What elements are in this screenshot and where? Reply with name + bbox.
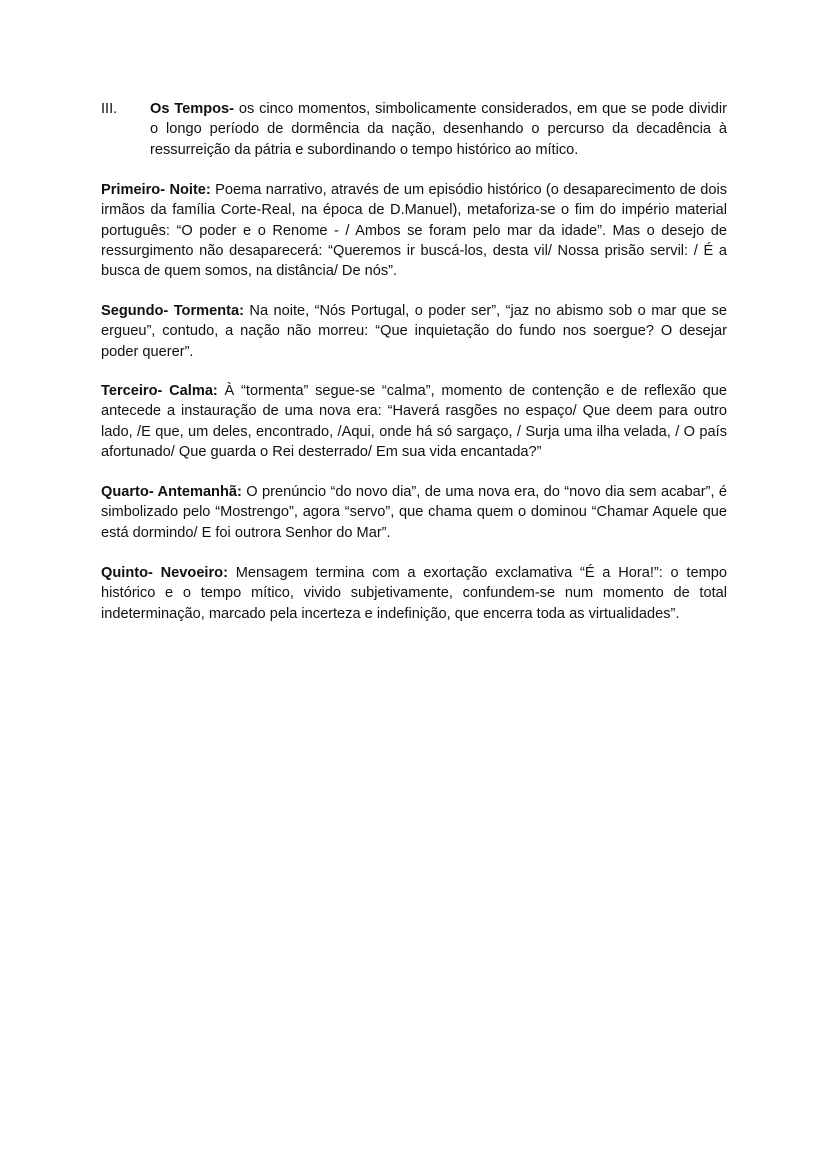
section-text: À “tormenta” segue-se “calma”, momento de contenção e de reflexão que antecede a instauração de uma nova era: “Haverá rasgões no espaço/ Que deem para outro lado, /E que, um deles, encontrado, /Aqui, onde há só sargaço, / Surja uma ilha velada, / O país afortunado/ Que guarda o Rei desterrado/ Em sua vida encantada?”: [101, 383, 727, 460]
section-text: Na noite, “Nós Portugal, o poder ser”, “jaz no abismo sob o mar que se ergueu”, contudo, a nação não morreu: “Que inquietação do fundo nos soergue? O desejar poder querer”.: [101, 303, 727, 360]
section-segundo-tormenta: [101, 301, 727, 362]
section-heading: Quinto- Nevoeiro:: [101, 565, 228, 581]
section-text: Mensagem termina com a exortação exclamativa “É a Hora!”: o tempo histórico e o tempo mítico, vivido subjetivamente, confundem-se num momento de total indeterminação, marcado pela incerteza e indefinição, que encerra toda as virtualidades”.: [101, 565, 727, 622]
intro-text: os cinco momentos, simbolicamente considerados, em que se pode dividir o longo período de dormência da nação, desenhando o percurso da decadência à ressurreição da pátria e subordinando o tempo histórico ao mítico.: [150, 101, 727, 158]
section-heading: Segundo- Tormenta:: [101, 303, 244, 319]
section-heading: Quarto- Antemanhã:: [101, 484, 242, 500]
section-primeiro-noite: [101, 180, 727, 281]
section-heading: Terceiro- Calma:: [101, 383, 218, 399]
intro-paragraph: [150, 99, 727, 160]
roman-numeral: III.: [101, 101, 118, 117]
section-text: O prenúncio “do novo dia”, de uma nova era, do “novo dia sem acabar”, é simbolizado pelo “Mostrengo”, agora “servo”, que chama quem o dominou “Chamar Aquele que está dormindo/ E foi outrora Senhor do Mar”.: [101, 484, 727, 541]
section-quarto-antemanha: [101, 482, 727, 543]
intro-heading: Os Tempos-: [150, 101, 235, 117]
section-text: Poema narrativo, através de um episódio histórico (o desaparecimento de dois irmãos da família Corte-Real, na época de D.Manuel), metaforiza-se o fim do império material português: “O poder e o Renome - / Ambos se foram pelo mar da idade”. Mas o desejo de ressurgimento não desaparecerá: “Queremos ir buscá-los, desta vil/ Nossa prisão servil: / É a busca de quem somos, na distância/ De nós”.: [101, 182, 727, 280]
section-terceiro-calma: [101, 381, 727, 462]
section-heading: Primeiro- Noite:: [101, 182, 211, 198]
section-quinto-nevoeiro: [101, 563, 727, 624]
